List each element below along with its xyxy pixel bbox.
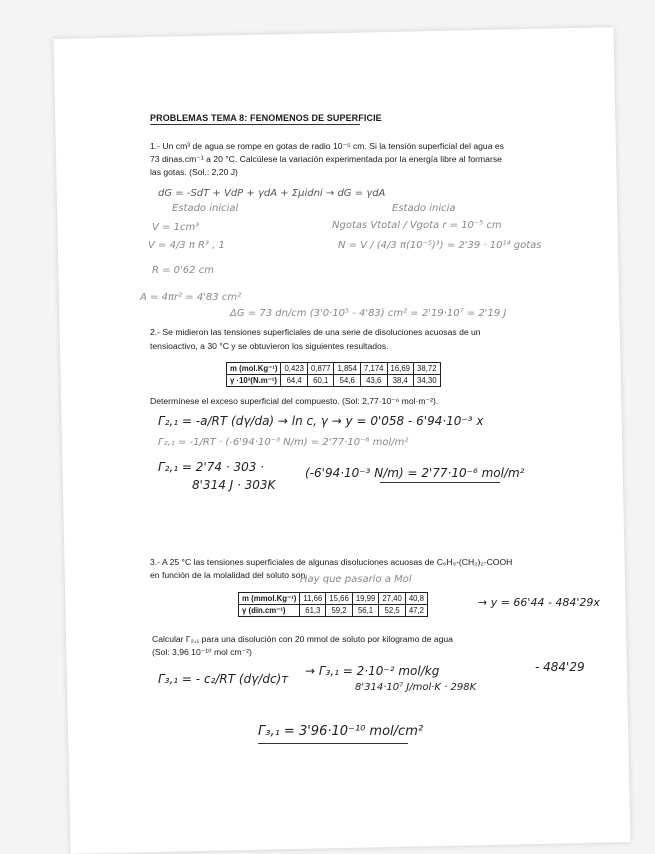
table-row xyxy=(239,605,428,617)
title-underline xyxy=(150,124,360,125)
table-cell: 19,99 xyxy=(352,593,379,605)
table-row xyxy=(239,593,428,605)
hw-p3-formula: Γ₃,₁ = - c₂/RT (dγ/dc)ᴛ xyxy=(158,672,289,686)
hw-p2-gibbs-adsorption: Γ₂,₁ = -a/RT (dγ/da) → ln c, γ → y = 0'058 - 6'94·10⁻³ x xyxy=(158,414,484,428)
table-cell: 38,72 xyxy=(414,363,441,375)
problem3-question2: (Sol: 3,96 10⁻¹⁰ mol cm⁻²) xyxy=(152,647,252,657)
table-cell: 27,40 xyxy=(379,593,406,605)
hw-p3-result: Γ₃,₁ = 3'96·10⁻¹⁰ mol/cm² xyxy=(258,724,424,739)
hw-p3-calc-numerator: → Γ₃,₁ = 2·10⁻² mol/kg xyxy=(305,664,440,678)
table-cell: 52,5 xyxy=(379,605,406,617)
problem3-data-table xyxy=(238,592,428,617)
hw-p1-radius: R = 0'62 cm xyxy=(152,265,214,276)
hw-p1-delta-g: ΔG = 73 dn/cm (3'0·10⁵ - 4'83) cm² = 2'19·10⁷ = 2'19 J xyxy=(230,308,507,319)
problem2-line2: tensioactivo, a 30 °C y se obtuvieron los siguientes resultados. xyxy=(150,341,389,351)
hw-p1-n-drops: N = V / (4/3 π(10⁻⁵)³) = 2'39 · 10¹⁴ gotas xyxy=(338,240,542,251)
table-cell: 61,3 xyxy=(300,605,326,617)
hw-p1-gibbs: dG = -SdT + VdP + γdA + Σμidni → dG = γdA xyxy=(158,188,386,199)
table-cell: 11,66 xyxy=(300,593,326,605)
table-cell: 0,423 xyxy=(281,363,308,375)
table-cell: 40,8 xyxy=(405,593,427,605)
table-row-label: m (mmol.Kg⁻¹) xyxy=(239,593,300,605)
problem1-line2: 73 dinas.cm⁻¹ a 20 °C. Calcúlese la variación experimentada por la energía libre al formarse xyxy=(150,154,502,164)
problem1-line1: 1.- Un cm³ de agua se rompe en gotas de radio 10⁻⁵ cm. Si la tensión superficial del agua es xyxy=(150,141,504,151)
page-title: PROBLEMAS TEMA 8: FENOMENOS DE SUPERFICIE xyxy=(150,113,382,123)
table-cell: 43,6 xyxy=(360,375,387,387)
hw-p3-result-underline xyxy=(258,743,408,744)
problem2-data-table xyxy=(226,362,441,387)
table-cell: 56,1 xyxy=(352,605,379,617)
hw-p3-regression: → y = 66'44 - 484'29x xyxy=(478,596,600,609)
table-row-label: m (mol.Kg⁻¹) xyxy=(227,363,281,375)
hw-p3-note: Hay que pasarlo a Mol xyxy=(300,574,412,585)
table-cell: 60,1 xyxy=(307,375,334,387)
table-row xyxy=(227,363,441,375)
problem1-line3: las gotas. (Sol.: 2,20 J) xyxy=(150,167,238,177)
hw-p2-result-underline xyxy=(380,482,500,483)
table-row xyxy=(227,375,441,387)
hw-p2-calc-numerator: Γ₂,₁ = 2'74 · 303 · xyxy=(158,460,264,474)
problem3-line1: 3.- A 25 °C las tensiones superficiales de algunas disoluciones acuosas de C₆H₅-(CH₂)₂-COOH xyxy=(150,557,513,567)
table-row-label: γ ·10³(N.m⁻¹) xyxy=(227,375,281,387)
table-cell: 47,2 xyxy=(405,605,427,617)
table-cell: 64,4 xyxy=(281,375,308,387)
table-row-label: γ (din.cm⁻¹) xyxy=(239,605,300,617)
hw-p1-ngotas: Ngotas Vtotal / Vgota r = 10⁻⁵ cm xyxy=(332,220,502,231)
table-cell: 16,69 xyxy=(387,363,414,375)
hw-p3-slope: - 484'29 xyxy=(535,660,585,674)
table-cell: 15,66 xyxy=(326,593,353,605)
problem2-line1: 2.- Se midieron las tensiones superficiales de una serie de disoluciones acuosas de un xyxy=(150,327,481,337)
hw-p2-calc-denominator: 8'314 J · 303K xyxy=(192,478,276,492)
hw-p1-estado-inicia: Estado inicia xyxy=(392,203,456,214)
problem3-line2: en función de la molalidad del soluto son xyxy=(150,570,306,580)
problem2-question: Determínese el exceso superficial del compuesto. (Sol: 2,77·10⁻⁶ mol·m⁻²). xyxy=(150,396,439,406)
hw-p2-result: (-6'94·10⁻³ N/m) = 2'77·10⁻⁶ mol/m² xyxy=(305,466,525,480)
table-cell: 54,6 xyxy=(334,375,361,387)
hw-p1-estado-inicial: Estado inicial xyxy=(172,203,239,214)
table-cell: 59,2 xyxy=(326,605,353,617)
hw-p3-calc-denominator: 8'314·10⁷ J/mol·K · 298K xyxy=(355,682,477,693)
table-cell: 0,877 xyxy=(307,363,334,375)
hw-p2-faint-line: Γ₂,₁ = -1/RT · (-6'94·10⁻³ N/m) = 2'77·10⁻⁶ mol/m² xyxy=(158,437,409,448)
hw-p1-sphere-volume: V = 4/3 π R³ , 1 xyxy=(148,240,225,251)
table-cell: 38,4 xyxy=(387,375,414,387)
hw-p1-area: A = 4πr² = 4'83 cm² xyxy=(140,292,242,303)
problem3-question1: Calcular Γ₂,₁ para una disolución con 20 mmol de soluto por kilogramo de agua xyxy=(152,634,453,644)
table-cell: 1,854 xyxy=(334,363,361,375)
table-cell: 7,174 xyxy=(360,363,387,375)
hw-p1-volume: V = 1cm³ xyxy=(152,222,200,233)
table-cell: 34,30 xyxy=(414,375,441,387)
